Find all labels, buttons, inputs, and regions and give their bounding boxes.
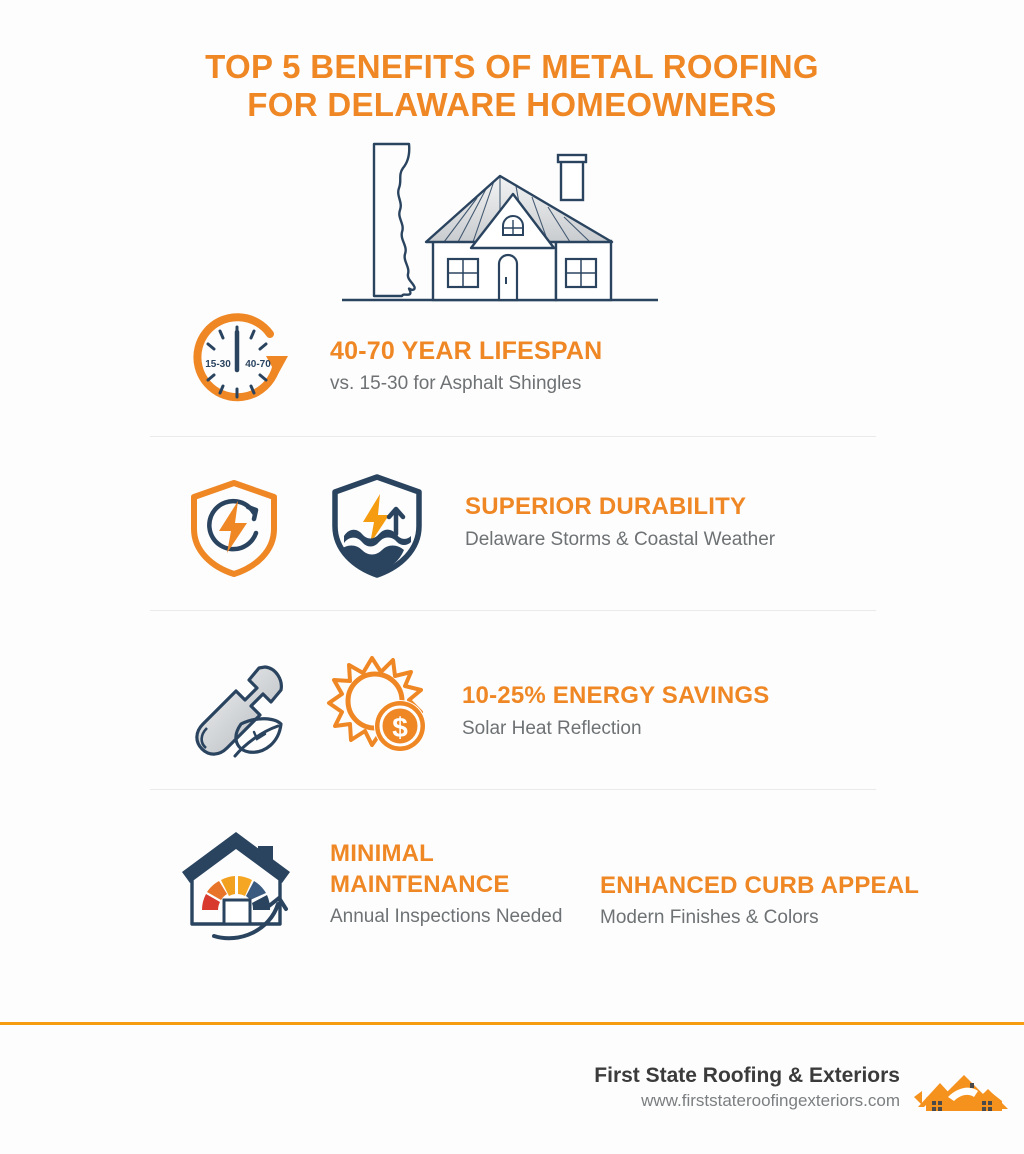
footer-text-block <box>594 1063 900 1113</box>
house-gauge-icon <box>178 826 300 946</box>
sun-dollar-coin-icon <box>325 648 435 765</box>
benefit-heading-energy: 10-25% ENERGY SAVINGS <box>462 682 770 709</box>
benefit-heading-curb-appeal: ENHANCED CURB APPEAL <box>600 872 920 899</box>
clock-label-left: 15-30 <box>205 359 231 370</box>
benefit-subtext-energy: Solar Heat Reflection <box>462 718 642 739</box>
benefit-heading-maintenance-line-2: MAINTENANCE <box>330 871 510 898</box>
company-website[interactable]: www.firststateroofingexteriors.com <box>641 1091 900 1110</box>
benefit-row-maintenance <box>0 826 1024 946</box>
footer <box>0 1055 1024 1130</box>
benefit-subtext-durability: Delaware Storms & Coastal Weather <box>465 529 776 550</box>
benefit-text-durability <box>465 492 775 553</box>
benefit-row-lifespan <box>0 308 1024 408</box>
row-divider-2 <box>150 610 876 611</box>
wrench-leaf-icon <box>183 658 291 765</box>
shield-bolt-icon <box>186 477 282 584</box>
benefit-text-maintenance <box>330 838 590 930</box>
benefit-subtext-maintenance: Annual Inspections Needed <box>330 906 563 927</box>
benefit-row-durability <box>0 472 1024 582</box>
house-with-metal-roof <box>426 155 612 300</box>
benefit-heading-lifespan: 40-70 YEAR LIFESPAN <box>330 337 603 365</box>
clock-label-right: 40-70 <box>245 359 271 370</box>
benefit-text-curb-appeal <box>600 870 960 931</box>
benefit-text-energy <box>462 681 769 742</box>
company-name: First State Roofing & Exteriors <box>594 1064 900 1087</box>
roofline-logo-icon <box>912 1067 1010 1117</box>
delaware-state-outline <box>374 144 415 296</box>
page-title <box>0 48 1024 124</box>
row-divider-1 <box>150 436 876 437</box>
footer-divider-rule <box>0 1022 1024 1025</box>
benefit-text-lifespan <box>330 336 602 397</box>
benefit-heading-maintenance-line-1: MINIMAL <box>330 840 435 867</box>
benefit-heading-durability: SUPERIOR DURABILITY <box>465 493 747 520</box>
clock-icon <box>182 308 294 413</box>
delaware-house-illustration <box>340 136 660 311</box>
benefit-subtext-lifespan: vs. 15-30 for Asphalt Shingles <box>330 373 582 394</box>
page-title-line-1: TOP 5 BENEFITS OF METAL ROOFING <box>205 48 819 85</box>
row-divider-3 <box>150 789 876 790</box>
shield-storm-wave-icon <box>327 472 427 585</box>
page-title-line-2: FOR DELAWARE HOMEOWNERS <box>247 86 777 123</box>
dollar-sign-glyph: $ <box>392 712 408 743</box>
benefit-subtext-curb-appeal: Modern Finishes & Colors <box>600 907 819 928</box>
benefit-row-energy <box>0 648 1024 763</box>
